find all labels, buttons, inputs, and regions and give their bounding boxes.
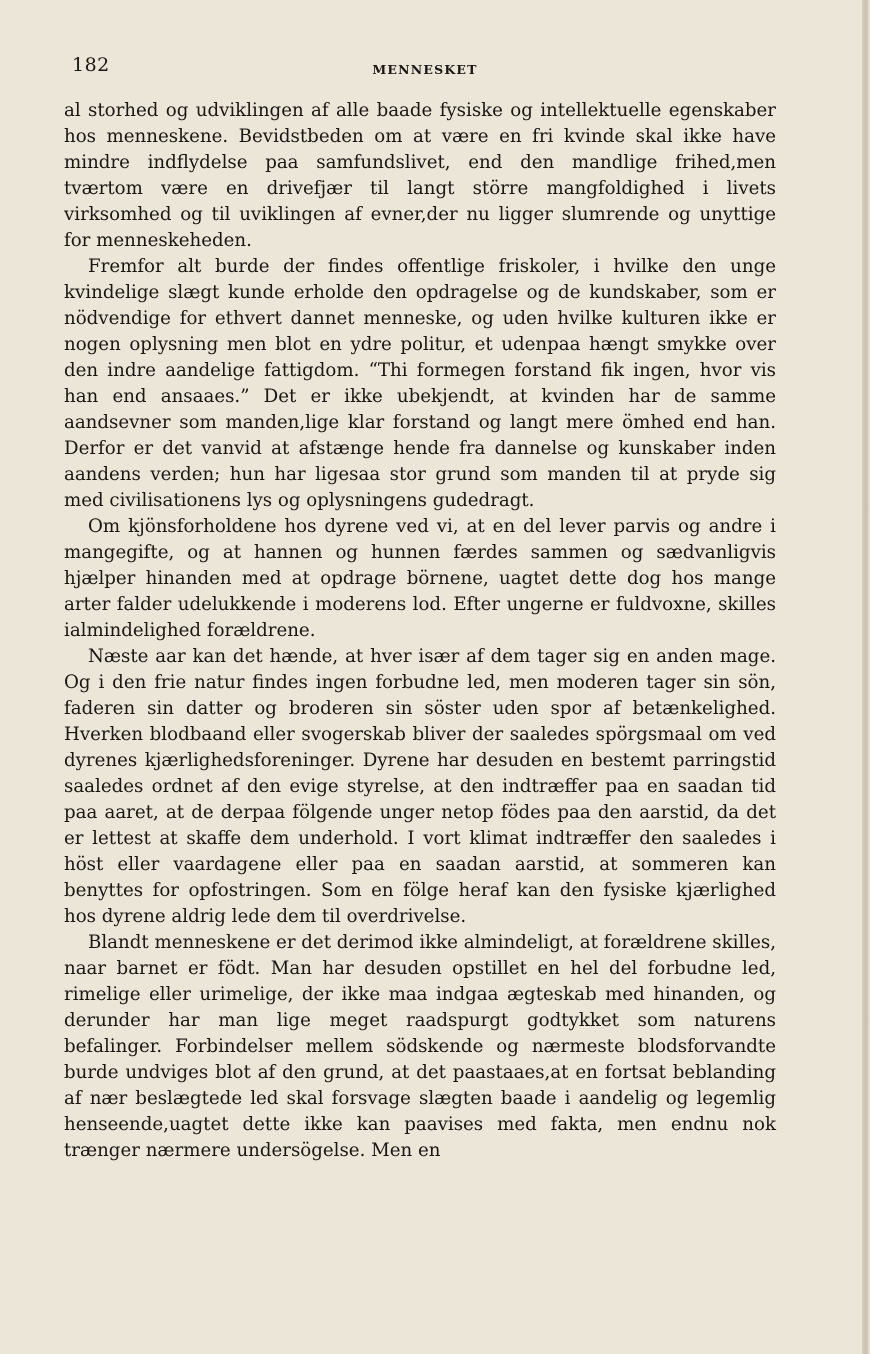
running-title: MENNESKET xyxy=(372,62,478,77)
paragraph: Blandt menneskene er det derimod ikke almindeligt, at forældrene skilles, naar barnet er födt. Man har desuden opstillet en hel del forbudne led, rimelige eller urimelige, der ikke maa indgaa ægteskab med hinanden, og derunder har man lige meget raadspurgt godtykket som naturens befalinger. Forbindelser mellem södskende og nærmeste blodsforvandte burde undviges blot af den grund, at det paastaaes,at en fortsat beblanding af nær beslægtede led skal forsvage slægten baade i aandelig og legemlig henseende,uagtet dette ikke kan paavises med fakta, men endnu nok trænger nærmere undersögelse. Men en xyxy=(64,932,776,1161)
page-number: 182 xyxy=(72,54,110,76)
paragraph: al storhed og udviklingen af alle baade fysiske og intellektuelle egenskaber hos menneskene. Bevidstbeden om at være en fri kvinde skal ikke have mindre indflydelse paa samfundslivet, end den mandlige frihed,men tværtom være en drivefjær til langt större mangfoldighed i livets virksomhed og til uviklingen af evner,der nu ligger slumrende og unyttige for menneskeheden. xyxy=(64,100,776,251)
paragraph: Om kjönsforholdene hos dyrene ved vi, at en del lever parvis og andre i mangegifte, og at hannen og hunnen færdes sammen og sædvanligvis hjælper hinanden med at opdrage börnene, uagtet dette dog hos mange arter falder udelukkende i moderens lod. Efter ungerne er fuldvoxne, skilles ialmindelighed forældrene. xyxy=(64,516,776,641)
paragraph: Næste aar kan det hænde, at hver især af dem tager sig en anden mage. Og i den frie natur findes ingen forbudne led, men moderen tager sin sön, faderen sin datter og broderen sin söster uden spor af betænkelighed. Hverken blodbaand eller svogerskab bliver der saaledes spörgsmaal om ved dyrenes kjærlighedsforeninger. Dyrene har desuden en bestemt parringstid saaledes ordnet af den evige styrelse, at den indtræffer paa en saadan tid paa aaret, at de derpaa fölgende unger netop födes paa den aarstid, da det er lettest at skaffe dem underhold. I vort klimat indtræffer den saaledes i höst eller vaardagene eller paa en saadan aarstid, at sommeren kan benyttes for opfostringen. Som en fölge heraf kan den fysiske kjærlighed hos dyrene aldrig lede dem til overdrivelse. xyxy=(64,646,776,927)
body-text xyxy=(64,98,776,1164)
page-header xyxy=(72,54,778,84)
paragraph: Fremfor alt burde der findes offentlige friskoler, i hvilke den unge kvindelige slægt kunde erholde den opdragelse og de kundskaber, som er nödvendige for ethvert dannet menneske, og uden hvilke kulturen ikke er nogen oplysning men blot en ydre politur, et udenpaa hængt smykke over den indre aandelige fattigdom. “Thi formegen forstand fik ingen, hvor vis han end ansaaes.” Det er ikke ubekjendt, at kvinden har de samme aandsevner som manden,lige klar forstand og langt mere ömhed end han. Derfor er det vanvid at afstænge hende fra dannelse og kunskaber inden aandens verden; hun har ligesaa stor grund som manden til at pryde sig med civilisationens lys og oplysningens gudedragt. xyxy=(64,256,776,511)
page-edge xyxy=(862,0,870,1354)
